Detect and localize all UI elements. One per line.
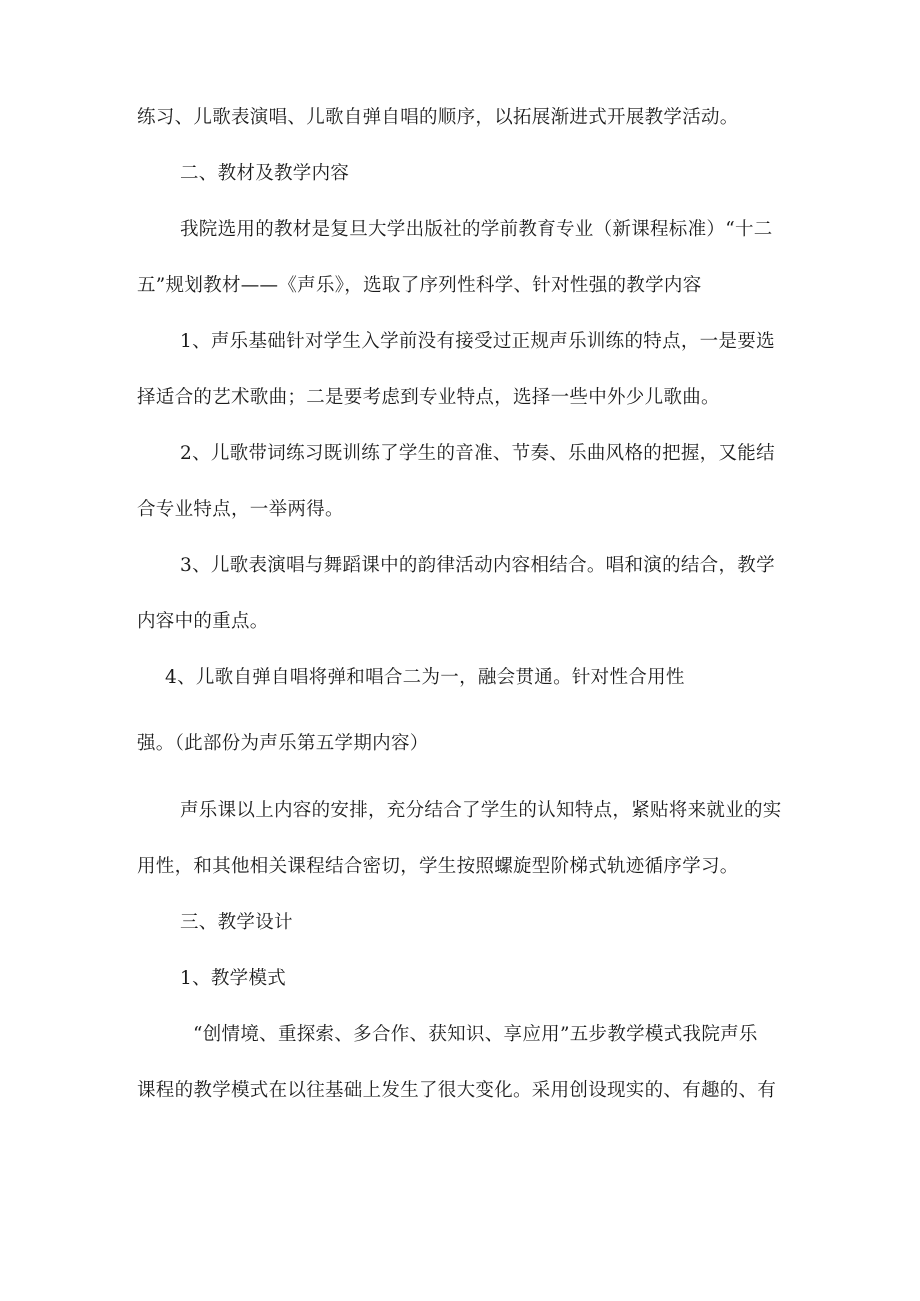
text-line-1: 练习、儿歌表演唱、儿歌自弹自唱的顺序，以拓展渐进式开展教学活动。 [137, 107, 739, 128]
text-line-5: 1、声乐基础针对学生入学前没有接受过正规声乐训练的特点，一是要选 [180, 331, 775, 352]
text-line-3: 我院选用的教材是复旦大学出版社的学前教育专业（新课程标准）“十二 [180, 219, 773, 240]
text-line-13: 声乐课以上内容的安排，充分结合了学生的认知特点，紧贴将来就业的实 [180, 800, 782, 821]
text-line-10: 内容中的重点。 [137, 611, 269, 632]
subsection-heading-1: 1、教学模式 [180, 968, 287, 989]
text-line-4: 五”规划教材——《声乐》，选取了序列性科学、针对性强的教学内容 [137, 275, 702, 296]
text-line-17: “创情境、重探索、多合作、获知识、享应用”五步教学模式我院声乐 [193, 1024, 758, 1045]
text-line-14: 用性，和其他相关课程结合密切，学生按照螺旋型阶梯式轨迹循序学习。 [137, 856, 739, 877]
section-heading-3: 三、教学设计 [180, 912, 293, 933]
text-line-9: 3、儿歌表演唱与舞蹈课中的韵律活动内容相结合。唱和演的结合，教学 [180, 555, 775, 576]
text-line-18: 课程的教学模式在以往基础上发生了很大变化。采用创设现实的、有趣的、有 [137, 1080, 777, 1101]
text-line-8: 合专业特点，一举两得。 [137, 499, 344, 520]
section-heading-2: 二、教材及教学内容 [180, 163, 350, 184]
text-line-7: 2、儿歌带词练习既训练了学生的音准、节奏、乐曲风格的把握，又能结 [180, 443, 775, 464]
text-line-6: 择适合的艺术歌曲；二是要考虑到专业特点，选择一些中外少儿歌曲。 [137, 387, 720, 408]
text-line-11: 4、儿歌自弹自唱将弹和唱合二为一，融会贯通。针对性合用性 [165, 667, 685, 688]
text-line-12: 强。（此部份为声乐第五学期内容） [137, 733, 429, 754]
